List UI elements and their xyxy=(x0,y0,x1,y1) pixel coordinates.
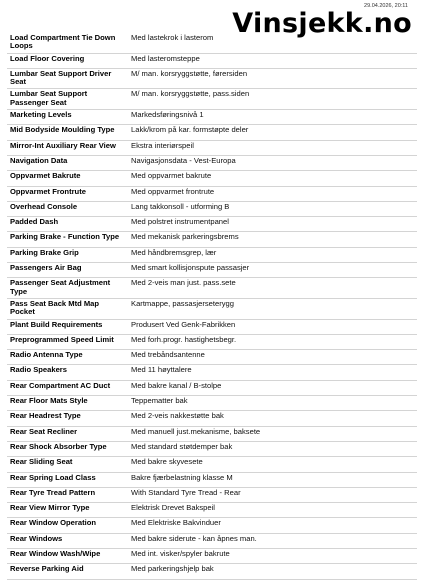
spec-value: Med 2-veis nakkestøtte bak xyxy=(128,411,417,426)
spec-table xyxy=(7,33,417,580)
spec-label: Rear Windows xyxy=(7,533,128,548)
spec-value: Med håndbremsgrep, lær xyxy=(128,247,417,262)
spec-label: Mirror-Int Auxiliary Rear View xyxy=(7,140,128,155)
spec-value: Navigasjonsdata - Vest-Europa xyxy=(128,155,417,170)
table-row xyxy=(7,89,417,110)
spec-label: Plant Build Requirements xyxy=(7,319,128,334)
spec-label: Rear Sliding Seat xyxy=(7,457,128,472)
table-row xyxy=(7,533,417,548)
spec-table-body xyxy=(7,33,417,579)
table-row xyxy=(7,298,417,319)
spec-label: Rear Tyre Tread Pattern xyxy=(7,487,128,502)
spec-value: Med Elektriske Bakvinduer xyxy=(128,518,417,533)
spec-value: Med oppvarmet bakrute xyxy=(128,171,417,186)
table-row xyxy=(7,365,417,380)
spec-value: Med int. visker/spyler bakrute xyxy=(128,548,417,563)
spec-value: Med trebåndsantenne xyxy=(128,350,417,365)
spec-value: Med lasteromsteppe xyxy=(128,53,417,68)
spec-value: Med 11 høyttalere xyxy=(128,365,417,380)
spec-value: Med standard støtdemper bak xyxy=(128,441,417,456)
spec-label: Pass Seat Back Mtd Map Pocket xyxy=(7,298,128,319)
table-row xyxy=(7,350,417,365)
spec-value: Med bakre kanal / B-stolpe xyxy=(128,380,417,395)
spec-label: Mid Bodyside Moulding Type xyxy=(7,125,128,140)
table-row xyxy=(7,334,417,349)
table-row xyxy=(7,53,417,68)
spec-label: Passengers Air Bag xyxy=(7,263,128,278)
table-row xyxy=(7,441,417,456)
spec-label: Lumbar Seat Support Passenger Seat xyxy=(7,89,128,110)
spec-value: Markedsføringsnivå 1 xyxy=(128,110,417,125)
table-row xyxy=(7,232,417,247)
table-row xyxy=(7,263,417,278)
table-row xyxy=(7,171,417,186)
site-logo: Vinsjekk.no xyxy=(232,8,412,39)
spec-label: Rear Compartment AC Duct xyxy=(7,380,128,395)
spec-label: Oppvarmet Bakrute xyxy=(7,171,128,186)
spec-label: Parking Brake - Function Type xyxy=(7,232,128,247)
spec-value: M/ man. korsryggstøtte, førersiden xyxy=(128,68,417,89)
table-row xyxy=(7,125,417,140)
spec-value: Elektrisk Drevet Bakspeil xyxy=(128,503,417,518)
print-date: 29.04.2026, 20:11 xyxy=(364,3,408,9)
spec-value: Produsert Ved Genk-Fabrikken xyxy=(128,319,417,334)
spec-label: Marketing Levels xyxy=(7,110,128,125)
spec-label: Padded Dash xyxy=(7,217,128,232)
spec-value: Med bakre skyvesete xyxy=(128,457,417,472)
table-row xyxy=(7,380,417,395)
spec-value: Lakk/krom på kar. formstøpte deler xyxy=(128,125,417,140)
spec-value: Lang takkonsoll - utforming B xyxy=(128,201,417,216)
table-row xyxy=(7,548,417,563)
table-row xyxy=(7,411,417,426)
spec-label: Rear Headrest Type xyxy=(7,411,128,426)
table-row xyxy=(7,201,417,216)
spec-value: Ekstra interiørspeil xyxy=(128,140,417,155)
spec-label: Rear Seat Recliner xyxy=(7,426,128,441)
table-row xyxy=(7,396,417,411)
spec-label: Reverse Parking Aid xyxy=(7,564,128,579)
table-row xyxy=(7,457,417,472)
spec-label: Rear Floor Mats Style xyxy=(7,396,128,411)
spec-label: Rear Window Operation xyxy=(7,518,128,533)
table-row xyxy=(7,247,417,262)
spec-label: Radio Antenna Type xyxy=(7,350,128,365)
spec-label: Overhead Console xyxy=(7,201,128,216)
spec-label: Rear Window Wash/Wipe xyxy=(7,548,128,563)
spec-label: Radio Speakers xyxy=(7,365,128,380)
spec-value: Teppematter bak xyxy=(128,396,417,411)
spec-label: Rear Shock Absorber Type xyxy=(7,441,128,456)
spec-value: Bakre fjærbelastning klasse M xyxy=(128,472,417,487)
table-row xyxy=(7,319,417,334)
table-row xyxy=(7,487,417,502)
table-row xyxy=(7,68,417,89)
spec-value: Med manuell just.mekanisme, baksete xyxy=(128,426,417,441)
spec-value: Med bakre siderute - kan åpnes man. xyxy=(128,533,417,548)
spec-value: Med mekanisk parkeringsbrems xyxy=(128,232,417,247)
table-row xyxy=(7,518,417,533)
table-row xyxy=(7,155,417,170)
spec-label: Oppvarmet Frontrute xyxy=(7,186,128,201)
table-row xyxy=(7,278,417,299)
spec-value: Kartmappe, passasjerseterygg xyxy=(128,298,417,319)
table-row xyxy=(7,472,417,487)
table-row xyxy=(7,503,417,518)
table-row xyxy=(7,186,417,201)
spec-label: Load Floor Covering xyxy=(7,53,128,68)
spec-label: Navigation Data xyxy=(7,155,128,170)
spec-label: Load Compartment Tie Down Loops xyxy=(7,33,128,53)
spec-value: Med smart kollisjonspute passasjer xyxy=(128,263,417,278)
table-row xyxy=(7,426,417,441)
spec-value: Med oppvarmet frontrute xyxy=(128,186,417,201)
table-row xyxy=(7,140,417,155)
spec-label: Rear Spring Load Class xyxy=(7,472,128,487)
spec-value: Med lastekrok i lasterom xyxy=(128,33,417,53)
table-row xyxy=(7,217,417,232)
spec-label: Parking Brake Grip xyxy=(7,247,128,262)
spec-value: Med polstret instrumentpanel xyxy=(128,217,417,232)
spec-value: Med parkeringshjelp bak xyxy=(128,564,417,579)
spec-value: Med forh.progr. hastighetsbegr. xyxy=(128,334,417,349)
table-row xyxy=(7,110,417,125)
spec-label: Preprogrammed Speed Limit xyxy=(7,334,128,349)
spec-value: Med 2-veis man just. pass.sete xyxy=(128,278,417,299)
spec-label: Lumbar Seat Support Driver Seat xyxy=(7,68,128,89)
spec-value: With Standard Tyre Tread - Rear xyxy=(128,487,417,502)
spec-value: M/ man. korsryggstøtte, pass.siden xyxy=(128,89,417,110)
table-row xyxy=(7,33,417,53)
spec-label: Passenger Seat Adjustment Type xyxy=(7,278,128,299)
spec-label: Rear View Mirror Type xyxy=(7,503,128,518)
table-row xyxy=(7,564,417,579)
